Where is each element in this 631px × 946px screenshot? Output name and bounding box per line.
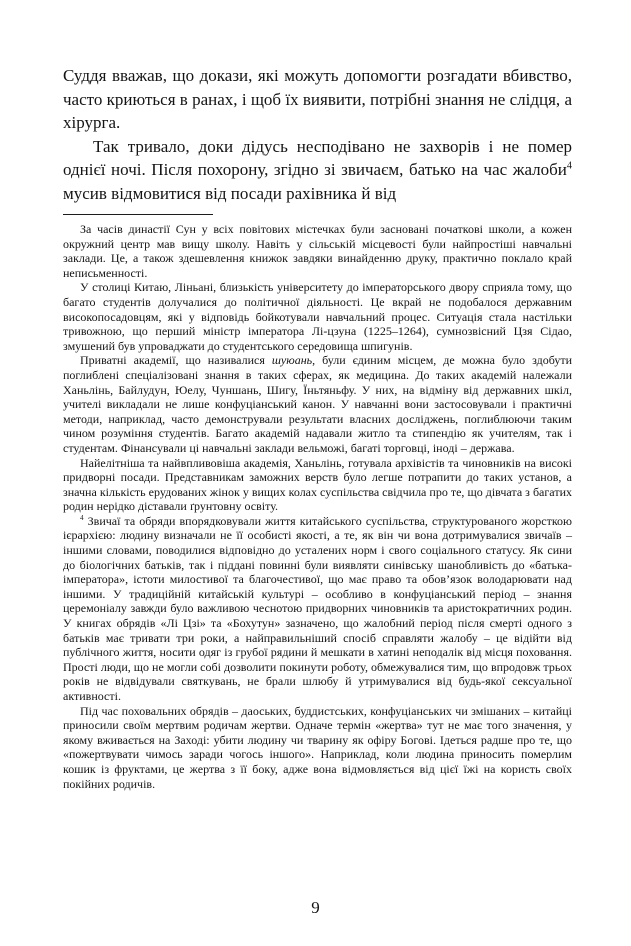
page-content	[63, 64, 572, 791]
paragraph	[63, 222, 572, 280]
text-segment: , були єдиним місцем, де можна було здобути поглиблені спеціалізовані знання в таких сферах, як медицина. До таких академій належали Ханьлінь, Байлудун, Юелу, Чуншань, Шигу, Їньтяньфу. У них, на відміну від державних шкіл, учителі викладали не лише конфуціанський канон. У навчанні вони застосовували і практичні методи, наприклад, часто демонстрували результати власних досліджень, поглиблюючи таким чином розуміння студентів. Багато академій надавали житло та стипендію як учителям, так і студентам. Фінансували ці навчальні заклади вельможі, багаті торговці, іноді – держава.	[63, 353, 573, 455]
footnote-separator	[63, 214, 213, 215]
paragraph	[63, 280, 572, 353]
paragraph	[63, 514, 572, 704]
text-segment: Так тривало, доки дідусь несподівано не захворів і не помер однієї ночі. Після похорону, згідно зі звичаєм, батько на час жалоби	[63, 136, 572, 179]
text-segment: Звичаї та обряди впорядковували життя китайського суспільства, структурованого жорсткою ієрархією: людину визначали не її особисті якості, а те, як він чи вона дотримувалися звичаїв – іншими словами, поводилися відповідно до усталених норм і свого соціального статусу. Як сини до біологічних батьків, так і піддані повинні були виявляти синівську шанобливість до «батька-імператора», істоти милостивої та благочестивої, що має право та обов’язок володарювати над іншими. У традиційній китайській культурі – особливо в конфуціанський період – знання церемоніалу завжди було важливою чеснотою придворних чиновників та аристократичних родин. У книгах обрядів «Лі Цзі» та «Бохутун» зазначено, що жалобний період після смерті одного з батьків має тривати три роки, а найправильніший спосіб справляти жалобу – це відійти від публічного життя, носити одяг із грубої рядини й мешкати в хатині неподалік від місця поховання. Прості люди, що не могли собі дозволити покинути роботу, обмежувалися тим, що впродовж трьох років не відвідували святкувань, не брали шлюбу й утримувалися від будь-якої сексуальної активності.	[63, 513, 572, 703]
text-segment: Суддя вважав, що докази, які можуть допомогти розгадати вбивство, часто криються в ранах, і щоб їх виявити, потрібні знання не слідця, а хірурга.	[63, 66, 572, 132]
paragraph	[63, 64, 572, 135]
italic-text: шуюань	[271, 353, 313, 368]
text-segment: За часів династії Сун у всіх повітових містечках були засновані початкові школи, а кожен окружний центр мав вищу школу. Навіть у сільській місцевості були найпростіші навчальні заклади. Це, а також здешевлення книжок завдяки винайденню друку, практично поклало край неписьменності.	[63, 222, 572, 280]
footnotes	[63, 222, 572, 791]
main-text	[63, 64, 572, 205]
text-segment: мусив відмовитися від посади рахівника й від	[63, 183, 397, 203]
text-segment: Найелітніша та найвпливовіша академія, Ханьлінь, готувала архівістів та чиновників на високі придворні посади. Представникам заможних верств було легше потрапити до таких установ, а значна кількість ерудованих жінок у вищих колах суспільства свідчила про те, що дівчата з багатих родин нерідко діставали ґрунтовну освіту.	[63, 455, 572, 514]
text-segment: Приватні академії, що називалися	[80, 353, 272, 368]
text-segment: Під час поховальних обрядів – даоських, буддистських, конфуціанських чи змішаних – китайці приносили своїм мертвим родичам жертви. Одначе термін «жертва» тут не має того значення, у якому вживається на Заході: убити людину чи тварину як офіру Богові. Ідеться радше про те, що «пожертвувати чимось заради чогось іншого». Наприклад, коли людина приносить померлим кошик із фруктами, це жертва з її боку, адже вона відмовляється від цієї їжі на користь своїх покійних родичів.	[63, 703, 572, 791]
footnote-marker: 4	[80, 513, 84, 522]
paragraph	[63, 353, 572, 455]
text-segment: У столиці Китаю, Ліньані, близькість університету до імператорського двору сприяла тому, що багато студентів долучалися до політичної діяльності. Це вкрай не подобалося державним високопосадовцям, які у відповідь бойкотували навчальний процес. Ситуація стала настільки тривожною, що перший міністр імператора Лі-цзуна (1225–1264), сумнозвісний Цзя Сідао, змушений був упроваджати до студентського середовища шпигунів.	[63, 280, 572, 353]
paragraph	[63, 456, 572, 514]
paragraph	[63, 135, 572, 206]
page-number: 9	[311, 898, 320, 917]
paragraph	[63, 704, 572, 792]
footnote-marker: 4	[566, 160, 572, 172]
